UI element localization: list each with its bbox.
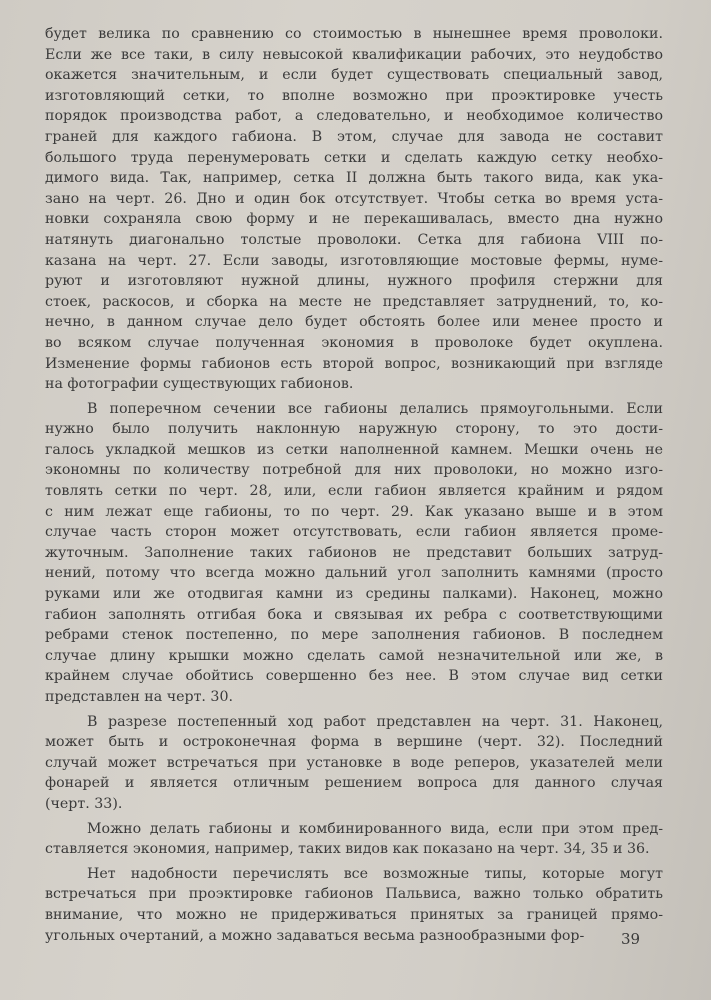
text-line: будет велика по сравнению со стоимостью в нынешнее время проволоки. — [45, 26, 663, 42]
paragraph — [45, 819, 663, 860]
text-line: нужно было получить наклонную наружную сторону, то это дости- — [45, 421, 663, 438]
text-line: внимание, что можно не придерживаться принятых за границей прямо- — [45, 906, 663, 923]
text-line: В поперечном сечении все габионы делались прямоугольными. Если — [87, 400, 663, 417]
text-line: большого труда перенумеровать сетки и сделать каждую сетку необхо- — [45, 149, 663, 166]
text-line: Если же все таки, в силу невысокой квалификации рабочих, это неудобство — [45, 46, 663, 63]
text-line: нений, потому что всегда можно дальний угол заполнить камнями (просто — [45, 565, 663, 582]
text-line: случае длину крышки можно сделать самой незначительной или же, в — [45, 647, 663, 664]
text-line: казана на черт. 27. Если заводы, изготовляющие мостовые фермы, нуме- — [45, 252, 663, 269]
paragraph — [45, 864, 663, 946]
text-line: фонарей и является отличным решением вопроса для данного случая — [45, 775, 663, 792]
text-line: Можно делать габионы и комбинированного вида, если при этом пред- — [87, 820, 663, 837]
body-text — [45, 24, 663, 946]
text-line: изготовляющий сетки, то вполне возможно при проэктировке учесть — [45, 87, 663, 104]
text-line: экономны по количеству потребной для них проволоки, но можно изго- — [45, 462, 663, 479]
paragraph — [45, 712, 663, 815]
text-line: руют и изготовляют нужной длины, нужного профиля стержни для — [45, 273, 663, 290]
text-line: нечно, в данном случае дело будет обстоять более или менее просто и — [45, 314, 663, 331]
text-line: во всяком случае полученная экономия в проволоке будет окуплена. — [45, 334, 663, 351]
text-line: димого вида. Так, например, сетка II должна быть такого вида, как ука- — [45, 170, 663, 187]
text-line: ребрами стенок постепенно, по мере заполнения габионов. В последнем — [45, 627, 663, 644]
text-line: зано на черт. 26. Дно и один бок отсутствует. Чтобы сетка во время уста- — [45, 190, 663, 207]
text-line: окажется значительным, и если будет существовать специальный завод, — [45, 67, 663, 84]
text-line: может быть и остроконечная форма в вершине (черт. 32). Последний — [45, 734, 663, 751]
text-line: случае часть сторон может отсутствовать, если габион является проме- — [45, 524, 663, 541]
text-line: порядок производства работ, а следовательно, и необходимое количество — [45, 108, 663, 125]
text-line: (черт. 33). — [45, 795, 123, 812]
text-line: жуточным. Заполнение таких габионов не представит больших затруд- — [45, 544, 663, 561]
text-line: натянуть диагонально толстые проволоки. Сетка для габиона VIII по- — [45, 231, 663, 248]
text-line: Нет надобности перечислять все возможные типы, которые могут — [87, 865, 663, 882]
text-line: на фотографии существующих габионов. — [45, 376, 354, 393]
text-line: крайнем случае обойтись совершенно без нее. В этом случае вид сетки — [45, 668, 663, 685]
page-number: 39 — [621, 930, 641, 948]
paragraph — [45, 399, 663, 708]
text-line: стоек, раскосов, и сборка на месте не представляет затруднений, то, ко- — [45, 293, 663, 310]
text-line: встречаться при проэктировке габионов Пальвиса, важно только обратить — [45, 886, 663, 903]
text-line: новки сохраняла свою форму и не перекашивалась, вместо дна нужно — [45, 211, 663, 228]
text-line: Изменение формы габионов есть второй вопрос, возникающий при взгляде — [45, 355, 663, 372]
text-line: руками или же отодвигая камни из средины палками). Наконец, можно — [45, 586, 663, 603]
text-line: ставляется экономия, например, таких видов как показано на черт. 34, 35 и 36. — [45, 841, 650, 858]
text-line: габион заполнять отгибая бока и связывая их ребра с соответствующими — [45, 606, 663, 623]
paragraph — [45, 24, 663, 395]
text-line: угольных очертаний, а можно задаваться весьма разнообразными фор- — [45, 927, 585, 944]
text-line: В разрезе постепенный ход работ представлен на черт. 31. Наконец, — [87, 713, 663, 730]
text-line: представлен на черт. 30. — [45, 689, 233, 705]
text-line: с ним лежат еще габионы, то по черт. 29. Как указано выше и в этом — [45, 503, 663, 520]
text-line: случай может встречаться при установке в воде реперов, указателей мели — [45, 754, 663, 771]
text-line: граней для каждого габиона. В этом, случае для завода не составит — [45, 128, 663, 145]
text-line: товлять сетки по черт. 28, или, если габион является крайним и рядом — [45, 483, 663, 500]
text-line: галось укладкой мешков из сетки наполненной камнем. Мешки очень не — [45, 441, 663, 458]
